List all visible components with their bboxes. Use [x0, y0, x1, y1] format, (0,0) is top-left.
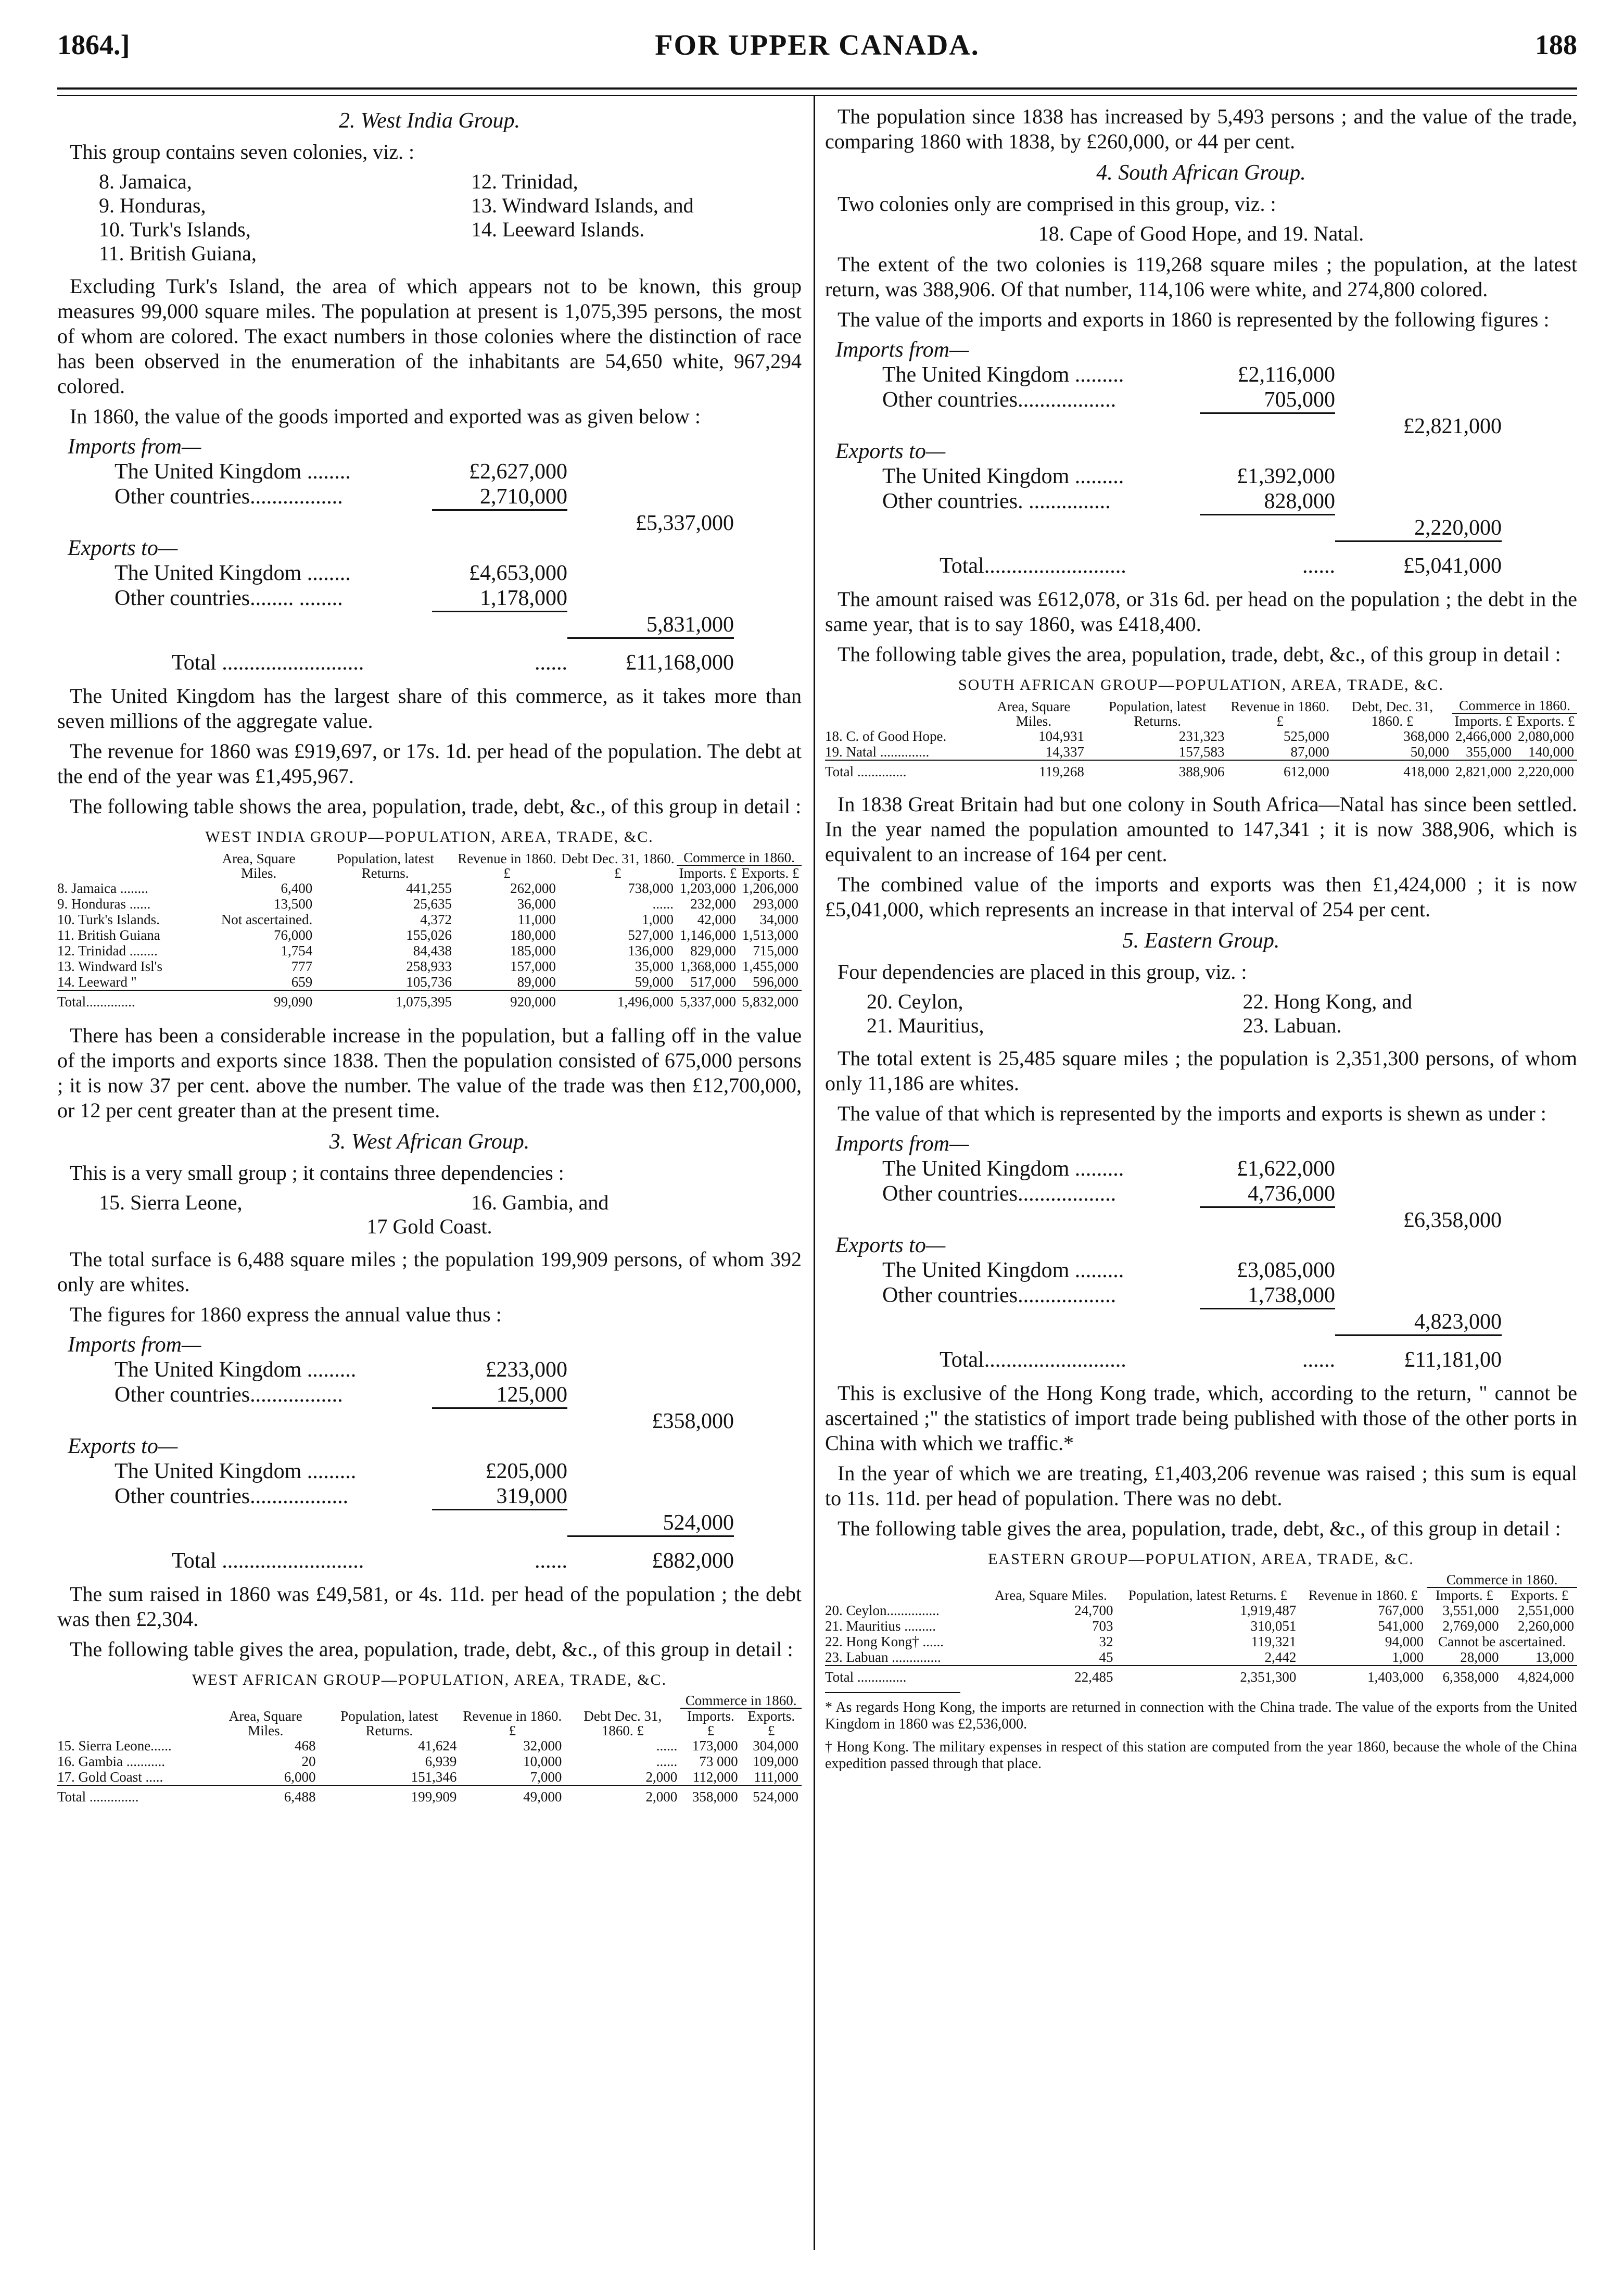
- paragraph: The sum raised in 1860 was £49,581, or 4s. 11d. per head of the population ; the debt was then £2,304.: [57, 1582, 802, 1631]
- table-row: 10. Turk's Islands. Not ascertained. 4,372 11,000 1,000 42,000 34,000: [57, 912, 798, 927]
- total-value: £11,168,000: [625, 651, 734, 675]
- figure-value: 4,736,000: [1200, 1181, 1335, 1208]
- table-title: SOUTH AFRICAN GROUP—POPULATION, AREA, TRADE, &C.: [958, 676, 1444, 693]
- colony-list: [57, 1191, 802, 1215]
- left-column: [57, 104, 802, 1805]
- table-row: 19. Natal .............. 14,337 157,583 87,000 50,000 355,000 140,000: [825, 744, 1574, 760]
- list-item: 12. Trinidad,: [471, 170, 578, 193]
- paragraph: Excluding Turk's Island, the area of which appears not to be known, this group measures 99,000 square miles. The population at present is 1,075,395 persons, the most of whom are colored. The exact numbers in those colonies where the distinction of race has been observed in the enumeration of the inhabitants are 54,650 white, 967,294 colored.: [57, 274, 802, 398]
- header-year: 1864.]: [57, 29, 130, 60]
- list-item: 14. Leeward Islands.: [471, 218, 645, 241]
- col-area: Area, Square Miles.: [997, 699, 1071, 729]
- col-debt: Debt Dec. 31, 1860. £: [561, 851, 675, 881]
- table-row: 20. Ceylon............... 24,700 1,919,487 767,000 3,551,000 2,551,000: [825, 1603, 1574, 1618]
- west-india-table: [57, 850, 802, 1010]
- eastern-table: [825, 1572, 1577, 1685]
- figure-label: Other countries..................: [882, 388, 1116, 412]
- column-divider: [814, 95, 815, 2250]
- trade-figures: [57, 434, 802, 675]
- section-title-west-african: 3. West African Group.: [329, 1130, 530, 1154]
- figure-sum: 4,823,000: [1335, 1309, 1502, 1336]
- running-header: [57, 29, 1577, 75]
- col-population: Population, latest Returns.: [336, 851, 434, 881]
- figure-label: Other countries..................: [882, 1182, 1116, 1206]
- header-rule-thin: [57, 95, 1577, 96]
- figure-label: Other countries..................: [115, 1484, 349, 1508]
- paragraph: In 1838 Great Britain had but one colony in South Africa—Natal has since been settled. In the year named the population amounted to 147,341 ; it is now 388,906, which is equivalent to an increase of 164 per cent.: [825, 792, 1577, 866]
- list-item: 15. Sierra Leone,: [99, 1191, 243, 1214]
- figure-value: 2,710,000: [432, 484, 567, 511]
- col-area: Area, Square Miles.: [229, 1708, 302, 1738]
- colony-list: [57, 170, 802, 266]
- paragraph: This group contains seven colonies, viz. :: [70, 140, 415, 163]
- total-dots: ......: [1302, 1348, 1335, 1372]
- trade-figures: [825, 337, 1577, 578]
- figure-sum: £2,821,000: [1403, 414, 1502, 438]
- table-title: WEST INDIA GROUP—POPULATION, AREA, TRADE, &C.: [205, 828, 654, 846]
- figure-label: Other countries.................: [115, 485, 343, 509]
- figure-label: The United Kingdom ........: [115, 561, 351, 585]
- figure-value: £4,653,000: [469, 561, 567, 585]
- total-dots: ......: [535, 651, 567, 675]
- table-row: 16. Gambia ........... 20 6,939 10,000 ...... 73 000 109,000: [57, 1754, 798, 1769]
- table-total-row: Total .............. 6,488 199,909 49,000 2,000 358,000 524,000: [57, 1785, 802, 1805]
- imports-heading: Imports from—: [68, 1333, 201, 1357]
- col-imports: Imports. £: [687, 1708, 734, 1738]
- list-item: 10. Turk's Islands,: [99, 218, 251, 241]
- trade-figures: [57, 1332, 802, 1573]
- total-dots: ......: [1302, 554, 1335, 578]
- figure-sum: £5,337,000: [636, 511, 734, 535]
- col-exports: Exports. £: [747, 1708, 795, 1738]
- figure-sum: £6,358,000: [1403, 1208, 1502, 1232]
- figure-label: The United Kingdom .........: [115, 1459, 357, 1483]
- right-column: [825, 104, 1577, 1774]
- total-value: £5,041,000: [1403, 554, 1502, 578]
- figure-value: 125,000: [432, 1382, 567, 1409]
- table-row: 21. Mauritius ......... 703 310,051 541,000 2,769,000 2,260,000: [825, 1618, 1574, 1634]
- list-item: 20. Ceylon,: [867, 990, 963, 1013]
- paragraph: This is a very small group ; it contains three dependencies :: [70, 1161, 564, 1184]
- figure-value: 705,000: [1200, 387, 1335, 414]
- paragraph: In the year of which we are treating, £1,403,206 revenue was raised ; this sum is equal to 11s. 11d. per head of population. There was no debt.: [825, 1461, 1577, 1510]
- paragraph: Four dependencies are placed in this group, viz. :: [838, 960, 1247, 983]
- figure-label: The United Kingdom .........: [882, 363, 1124, 387]
- col-imports: Imports. £: [679, 865, 737, 881]
- paragraph: The total extent is 25,485 square miles ; the population is 2,351,300 persons, of whom only 11,186 are whites.: [825, 1046, 1577, 1095]
- footnote: * As regards Hong Kong, the imports are returned in connection with the China trade. The value of the exports from the United Kingdom in 1860 was £2,536,000.: [825, 1699, 1577, 1732]
- col-population: Population, latest Returns.: [340, 1708, 438, 1738]
- west-african-table: [57, 1693, 802, 1805]
- footnote-rule: [825, 1692, 960, 1693]
- figure-label: The United Kingdom ........: [115, 460, 351, 484]
- paragraph: The following table shows the area, population, trade, debt, &c., of this group in detail :: [70, 795, 802, 818]
- imports-heading: Imports from—: [835, 338, 969, 362]
- section-title-south-african: 4. South African Group.: [1096, 161, 1306, 185]
- total-value: £11,181,00: [1404, 1348, 1502, 1372]
- paragraph: There has been a considerable increase in the population, but a falling off in the value of the imports and exports since 1838. Then the population consisted of 675,000 persons ; it is now 37 per cent. above the number. The value of the trade was then £12,700,000, or 12 per cent greater than at the present time.: [57, 1024, 802, 1122]
- table-total-row: Total.............. 99,090 1,075,395 920,000 1,496,000 5,337,000 5,832,000: [57, 990, 802, 1010]
- figure-value: £1,392,000: [1237, 464, 1335, 488]
- figure-label: The United Kingdom .........: [882, 1157, 1124, 1181]
- paragraph: In 1860, the value of the goods imported and exported was as given below :: [70, 405, 701, 428]
- table-total-row: Total .............. 22,485 2,351,300 1,403,000 6,358,000 4,824,000: [825, 1666, 1577, 1685]
- list-item: 11. British Guiana,: [99, 242, 257, 265]
- figure-value: £233,000: [485, 1358, 567, 1382]
- col-exports: Exports. £: [1511, 1587, 1569, 1603]
- col-revenue: Revenue in 1860. £: [1308, 1587, 1418, 1603]
- figure-label: Other countries.................: [115, 1383, 343, 1407]
- col-imports: Imports. £: [1454, 713, 1513, 729]
- col-commerce: Commerce in 1860.: [677, 850, 802, 865]
- figure-label: Other countries........ ........: [115, 586, 343, 610]
- paragraph: The combined value of the imports and exports was then £1,424,000 ; it is now £5,041,000, which represents an increase in that interval of 254 per cent.: [825, 873, 1577, 921]
- figure-value: £1,622,000: [1237, 1157, 1335, 1181]
- total-value: £882,000: [652, 1549, 734, 1573]
- total-label: Total ..........................: [172, 651, 364, 675]
- section-title-west-india: 2. West India Group.: [338, 109, 521, 133]
- table-row: 8. Jamaica ........ 6,400 441,255 262,000 738,000 1,203,000 1,206,000: [57, 880, 798, 896]
- list-item: 21. Mauritius,: [867, 1014, 984, 1037]
- col-revenue: Revenue in 1860. £: [1230, 699, 1329, 729]
- table-title: WEST AFRICAN GROUP—POPULATION, AREA, TRADE, &C.: [192, 1671, 667, 1688]
- exports-heading: Exports to—: [68, 1434, 178, 1458]
- col-debt: Debt, Dec. 31, 1860. £: [1351, 699, 1433, 729]
- table-row: 17. Gold Coast ..... 6,000 151,346 7,000 2,000 112,000 111,000: [57, 1769, 798, 1785]
- paragraph: The value of the imports and exports in 1860 is represented by the following figures :: [838, 308, 1550, 331]
- table-row: 14. Leeward " 659 105,736 89,000 59,000 517,000 596,000: [57, 974, 798, 990]
- footnote: † Hong Kong. The military expenses in respect of this station are computed from the year 1860, because the whole of the China expedition passed through that place.: [825, 1739, 1577, 1772]
- list-item: 13. Windward Islands, and: [471, 194, 694, 217]
- list-item: 8. Jamaica,: [99, 170, 192, 193]
- col-exports: Exports. £: [1517, 713, 1575, 729]
- paragraph: The total surface is 6,488 square miles ; the population 199,909 persons, of whom 392 only are whites.: [57, 1247, 802, 1296]
- col-imports: Imports. £: [1435, 1587, 1493, 1603]
- figure-label: The United Kingdom .........: [115, 1358, 357, 1382]
- south-african-table: [825, 698, 1577, 779]
- col-revenue: Revenue in 1860. £: [463, 1708, 562, 1738]
- header-rule: [57, 87, 1577, 90]
- paragraph: The following table gives the area, population, trade, debt, &c., of this group in detail :: [838, 1517, 1561, 1540]
- col-exports: Exports. £: [741, 865, 800, 881]
- col-commerce: Commerce in 1860.: [1452, 698, 1577, 713]
- figure-sum: 5,831,000: [567, 612, 734, 639]
- section-title-eastern: 5. Eastern Group.: [1122, 929, 1280, 953]
- list-item: 17 Gold Coast.: [366, 1215, 492, 1238]
- figure-label: Other countries..................: [882, 1283, 1116, 1307]
- table-row: 22. Hong Kong† ...... 32 119,321 94,000 Cannot be ascertained.: [825, 1634, 1566, 1649]
- col-population: Population, latest Returns.: [1108, 699, 1207, 729]
- total-label: Total..........................: [940, 554, 1126, 578]
- figure-value: 319,000: [432, 1484, 567, 1510]
- table-row: 13. Windward Isl's 777 258,933 157,000 35,000 1,368,000 1,455,000: [57, 959, 798, 974]
- paragraph: The amount raised was £612,078, or 31s 6d. per head on the population ; the debt in the same year, that is to say 1860, was £418,400.: [825, 587, 1577, 636]
- figure-value: 1,738,000: [1200, 1283, 1335, 1309]
- figure-label: The United Kingdom .........: [882, 464, 1124, 488]
- figure-value: £2,627,000: [469, 460, 567, 484]
- paragraph: The revenue for 1860 was £919,697, or 17s. 1d. per head of the population. The debt at the end of the year was £1,495,967.: [57, 739, 802, 788]
- table-row: 23. Labuan .............. 45 2,442 1,000 28,000 13,000: [825, 1649, 1574, 1665]
- col-commerce: Commerce in 1860.: [680, 1693, 802, 1708]
- list-item: 23. Labuan.: [1242, 1014, 1342, 1037]
- figure-value: 1,178,000: [432, 586, 567, 612]
- imports-heading: Imports from—: [835, 1132, 969, 1156]
- paragraph: The United Kingdom has the largest share of this commerce, as it takes more than seven millions of the aggregate value.: [57, 684, 802, 733]
- colony-list: 18. Cape of Good Hope, and 19. Natal.: [1038, 222, 1364, 245]
- colony-list: [825, 990, 1577, 1038]
- figure-label: Other countries. ...............: [882, 489, 1111, 513]
- figure-sum: £358,000: [652, 1409, 734, 1433]
- paragraph: This is exclusive of the Hong Kong trade, which, according to the return, " cannot be ascertained ;" the statistics of import trade being published with those of the other ports in China with which we traffic.*: [825, 1381, 1577, 1455]
- col-population: Population, latest Returns. £: [1128, 1587, 1288, 1603]
- paragraph: The population since 1838 has increased by 5,493 persons ; and the value of the trade, comparing 1860 with 1838, by £260,000, or 44 per cent.: [825, 105, 1577, 153]
- table-row: 18. C. of Good Hope. 104,931 231,323 525,000 368,000 2,466,000 2,080,000: [825, 728, 1574, 744]
- figure-sum: 2,220,000: [1335, 515, 1502, 542]
- figure-value: £205,000: [485, 1459, 567, 1483]
- col-revenue: Revenue in 1860. £: [458, 851, 556, 881]
- header-title: FOR UPPER CANADA.: [655, 29, 980, 61]
- list-item: 16. Gambia, and: [471, 1191, 609, 1214]
- total-label: Total ..........................: [172, 1549, 364, 1573]
- exports-heading: Exports to—: [835, 439, 946, 463]
- col-area: Area, Square Miles.: [994, 1587, 1107, 1603]
- paragraph: The value of that which is represented by the imports and exports is shewn as under :: [838, 1102, 1546, 1125]
- trade-figures: [825, 1131, 1577, 1372]
- figure-label: The United Kingdom .........: [882, 1258, 1124, 1282]
- paragraph: The extent of the two colonies is 119,268 square miles ; the population, at the latest return, was 388,906. Of that number, 114,106 were white, and 274,800 colored.: [825, 253, 1577, 301]
- table-row: 15. Sierra Leone...... 468 41,624 32,000 ...... 173,000 304,000: [57, 1738, 798, 1754]
- list-item: [429, 242, 802, 266]
- col-commerce: Commerce in 1860.: [1427, 1572, 1577, 1587]
- paragraph: The following table gives the area, population, trade, debt, &c., of this group in detail :: [838, 642, 1561, 666]
- table-title: EASTERN GROUP—POPULATION, AREA, TRADE, &C.: [988, 1550, 1414, 1568]
- table-row: 9. Honduras ...... 13,500 25,635 36,000 ...... 232,000 293,000: [57, 896, 798, 912]
- total-label: Total..........................: [940, 1348, 1126, 1372]
- figure-value: 828,000: [1200, 489, 1335, 515]
- list-item: 9. Honduras,: [99, 194, 206, 217]
- figure-value: £3,085,000: [1237, 1258, 1335, 1282]
- exports-heading: Exports to—: [68, 536, 178, 560]
- exports-heading: Exports to—: [835, 1233, 946, 1257]
- table-row: 12. Trinidad ........ 1,754 84,438 185,000 136,000 829,000 715,000: [57, 943, 798, 959]
- list-item: 22. Hong Kong, and: [1242, 990, 1413, 1013]
- paragraph: Two colonies only are comprised in this group, viz. :: [838, 192, 1276, 216]
- col-area: Area, Square Miles.: [222, 851, 296, 881]
- col-debt: Debt Dec. 31, 1860. £: [583, 1708, 662, 1738]
- paragraph: The figures for 1860 express the annual value thus :: [70, 1303, 502, 1326]
- table-row: 11. British Guiana 76,000 155,026 180,000 527,000 1,146,000 1,513,000: [57, 927, 798, 943]
- total-dots: ......: [535, 1549, 567, 1573]
- page-number: 188: [1535, 29, 1577, 60]
- figure-sum: 524,000: [567, 1510, 734, 1537]
- table-total-row: Total .............. 119,268 388,906 612,000 418,000 2,821,000 2,220,000: [825, 760, 1577, 779]
- paragraph: The following table gives the area, population, trade, debt, &c., of this group in detail :: [70, 1637, 793, 1661]
- figure-value: £2,116,000: [1237, 363, 1335, 387]
- imports-heading: Imports from—: [68, 435, 201, 459]
